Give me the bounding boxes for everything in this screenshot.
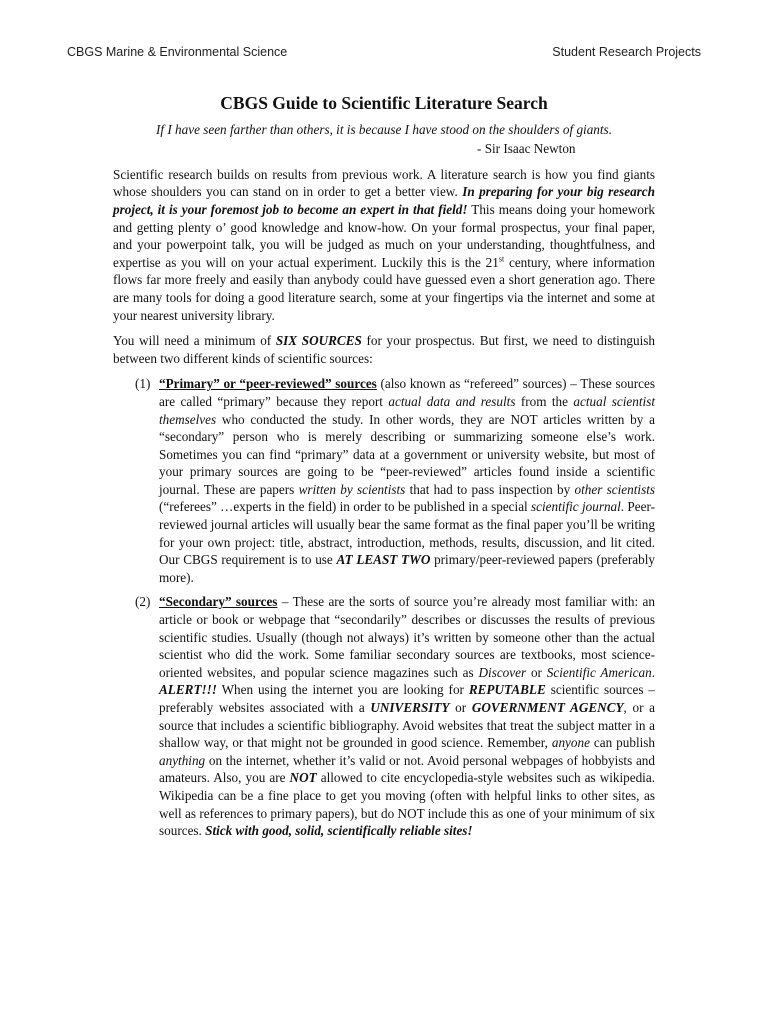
ordinal-superscript: st bbox=[498, 254, 505, 264]
item-text: primary/peer-reviewed papers (preferably more). bbox=[159, 552, 656, 585]
list-marker: (2) bbox=[135, 594, 151, 610]
item-text: or bbox=[449, 700, 472, 715]
item-italic: Scientific American bbox=[546, 664, 652, 680]
item-text: or bbox=[526, 664, 547, 680]
item-text: . bbox=[651, 664, 655, 680]
primary-sources-heading: “Primary” or “peer-reviewed” sources bbox=[159, 376, 377, 392]
item-text: (also known as “refereed” sources) – These sources are called “primary” because they report bbox=[159, 376, 655, 409]
list-item-secondary-sources bbox=[113, 593, 655, 839]
item-italic: actual data and results bbox=[388, 393, 516, 409]
intro-text-3: century, where information flows far more freely and easily than anybody could have guessed even a short generation ago. There are many tools for doing a good literature search, some at your fingertips via the internet and some at your nearest university library. bbox=[113, 254, 655, 323]
item-italic: actual scientist themselves bbox=[159, 393, 655, 427]
document-title: CBGS Guide to Scientific Literature Search bbox=[220, 93, 548, 113]
item-emphasis: NOT bbox=[289, 770, 317, 786]
list-marker: (1) bbox=[135, 376, 151, 392]
item-italic: anyone bbox=[551, 735, 590, 751]
item-text: allowed to cite encyclopedia-style websites such as wikipedia. Wikipedia can be a fine place to get you moving (often with helpful links to other sites, as well as references to primary papers), but do NOT include this as one of your minimum of six sources. bbox=[159, 770, 655, 839]
item-text: (“referees” …experts in the field) in order to be published in a special bbox=[159, 499, 532, 515]
item-emphasis: GOVERNMENT AGENCY bbox=[471, 700, 624, 715]
item-italic: written by scientists bbox=[298, 481, 406, 497]
item-italic: scientific journal bbox=[531, 499, 621, 515]
intro-text-2: This means doing your homework and getting plenty o’ good knowledge and know-how. On your formal prospectus, your final paper, and your powerpoint talk, you will be judged as much on your understanding, thoughtfulness, and expertise as you will on your actual experiment. Luckily this is the 21 bbox=[113, 201, 655, 270]
secondary-sources-heading: “Secondary” sources bbox=[159, 594, 278, 610]
item-emphasis: UNIVERSITY bbox=[370, 700, 450, 715]
intro-paragraph bbox=[113, 166, 655, 324]
alert-emphasis: ALERT!!! bbox=[159, 682, 217, 698]
closing-emphasis: Stick with good, solid, scientifically reliable sites! bbox=[205, 823, 473, 839]
item-emphasis: REPUTABLE bbox=[468, 682, 546, 698]
item-text: When using the internet you are looking for bbox=[216, 682, 469, 698]
header-left: CBGS Marine & Environmental Science bbox=[67, 45, 288, 59]
item-text: scientific sources – preferably websites associated with a bbox=[159, 682, 655, 715]
item-text: – These are the sorts of source you’re already most familiar with: an article or book or webpage that “secondarily” describes or discusses the results of previous scientific studies. Usually (though not always) it’s written by someone other than the actual scientist who did the work. Some familiar secondary sources are textbooks, most science-oriented websites, and popular science magazines such as bbox=[159, 594, 656, 680]
item-italic: other scientists bbox=[574, 481, 655, 497]
six-sources-emphasis: SIX SOURCES bbox=[275, 333, 362, 349]
item-text: . Peer-reviewed journal articles will usually bear the same format as the final paper you’ll be writing for your own project: title, abstract, introduction, methods, results, discussion, and lit cited. Our CBGS requirement is to use bbox=[159, 499, 655, 568]
intro-text-1: Scientific research builds on results from previous work. A literature search is how you find giants whose shoulders you can stand on in order to get a better view. bbox=[113, 166, 655, 200]
item-italic: anything bbox=[159, 752, 206, 768]
quote-attribution: - Sir Isaac Newton bbox=[477, 141, 576, 157]
item-emphasis: AT LEAST TWO bbox=[336, 552, 431, 568]
item-text: can publish bbox=[589, 735, 655, 751]
item-text: , or a source that includes a scientific bibliography. Avoid websites that treat the subject matter in a shallow way, or that might not be grounded in good science. Remember, bbox=[159, 700, 655, 751]
document-body bbox=[113, 95, 655, 847]
minimum-text-1: You will need a minimum of bbox=[113, 333, 276, 349]
item-text: from the bbox=[515, 393, 574, 409]
item-text: that had to pass inspection by bbox=[405, 481, 575, 497]
header-right: Student Research Projects bbox=[552, 45, 701, 59]
intro-emphasis: In preparing for your big research project, it is your foremost job to become an expert in that field! bbox=[113, 184, 655, 217]
minimum-text-2: for your prospectus. But first, we need to distinguish between two different kinds of scientific sources: bbox=[113, 333, 655, 366]
source-types-list bbox=[113, 375, 655, 839]
item-text: who conducted the study. In other words, they are NOT articles written by a “secondary” person who is merely describing or summarizing someone else’s work. Sometimes you can find “primary” data at a government or university website, but most of your primary sources are going to be “peer-reviewed” articles found inside a scientific journal. These are papers bbox=[159, 411, 655, 497]
item-italic: Discover bbox=[478, 664, 527, 680]
item-text: on the internet, whether it’s valid or not. Avoid personal webpages of hobbyists and amateurs. Also, you are bbox=[159, 752, 655, 786]
list-item-primary-sources bbox=[113, 375, 655, 586]
minimum-sources-paragraph bbox=[113, 332, 655, 367]
newton-quote: If I have seen farther than others, it is because I have stood on the shoulders of giants. bbox=[155, 121, 612, 137]
page-header bbox=[67, 45, 701, 59]
